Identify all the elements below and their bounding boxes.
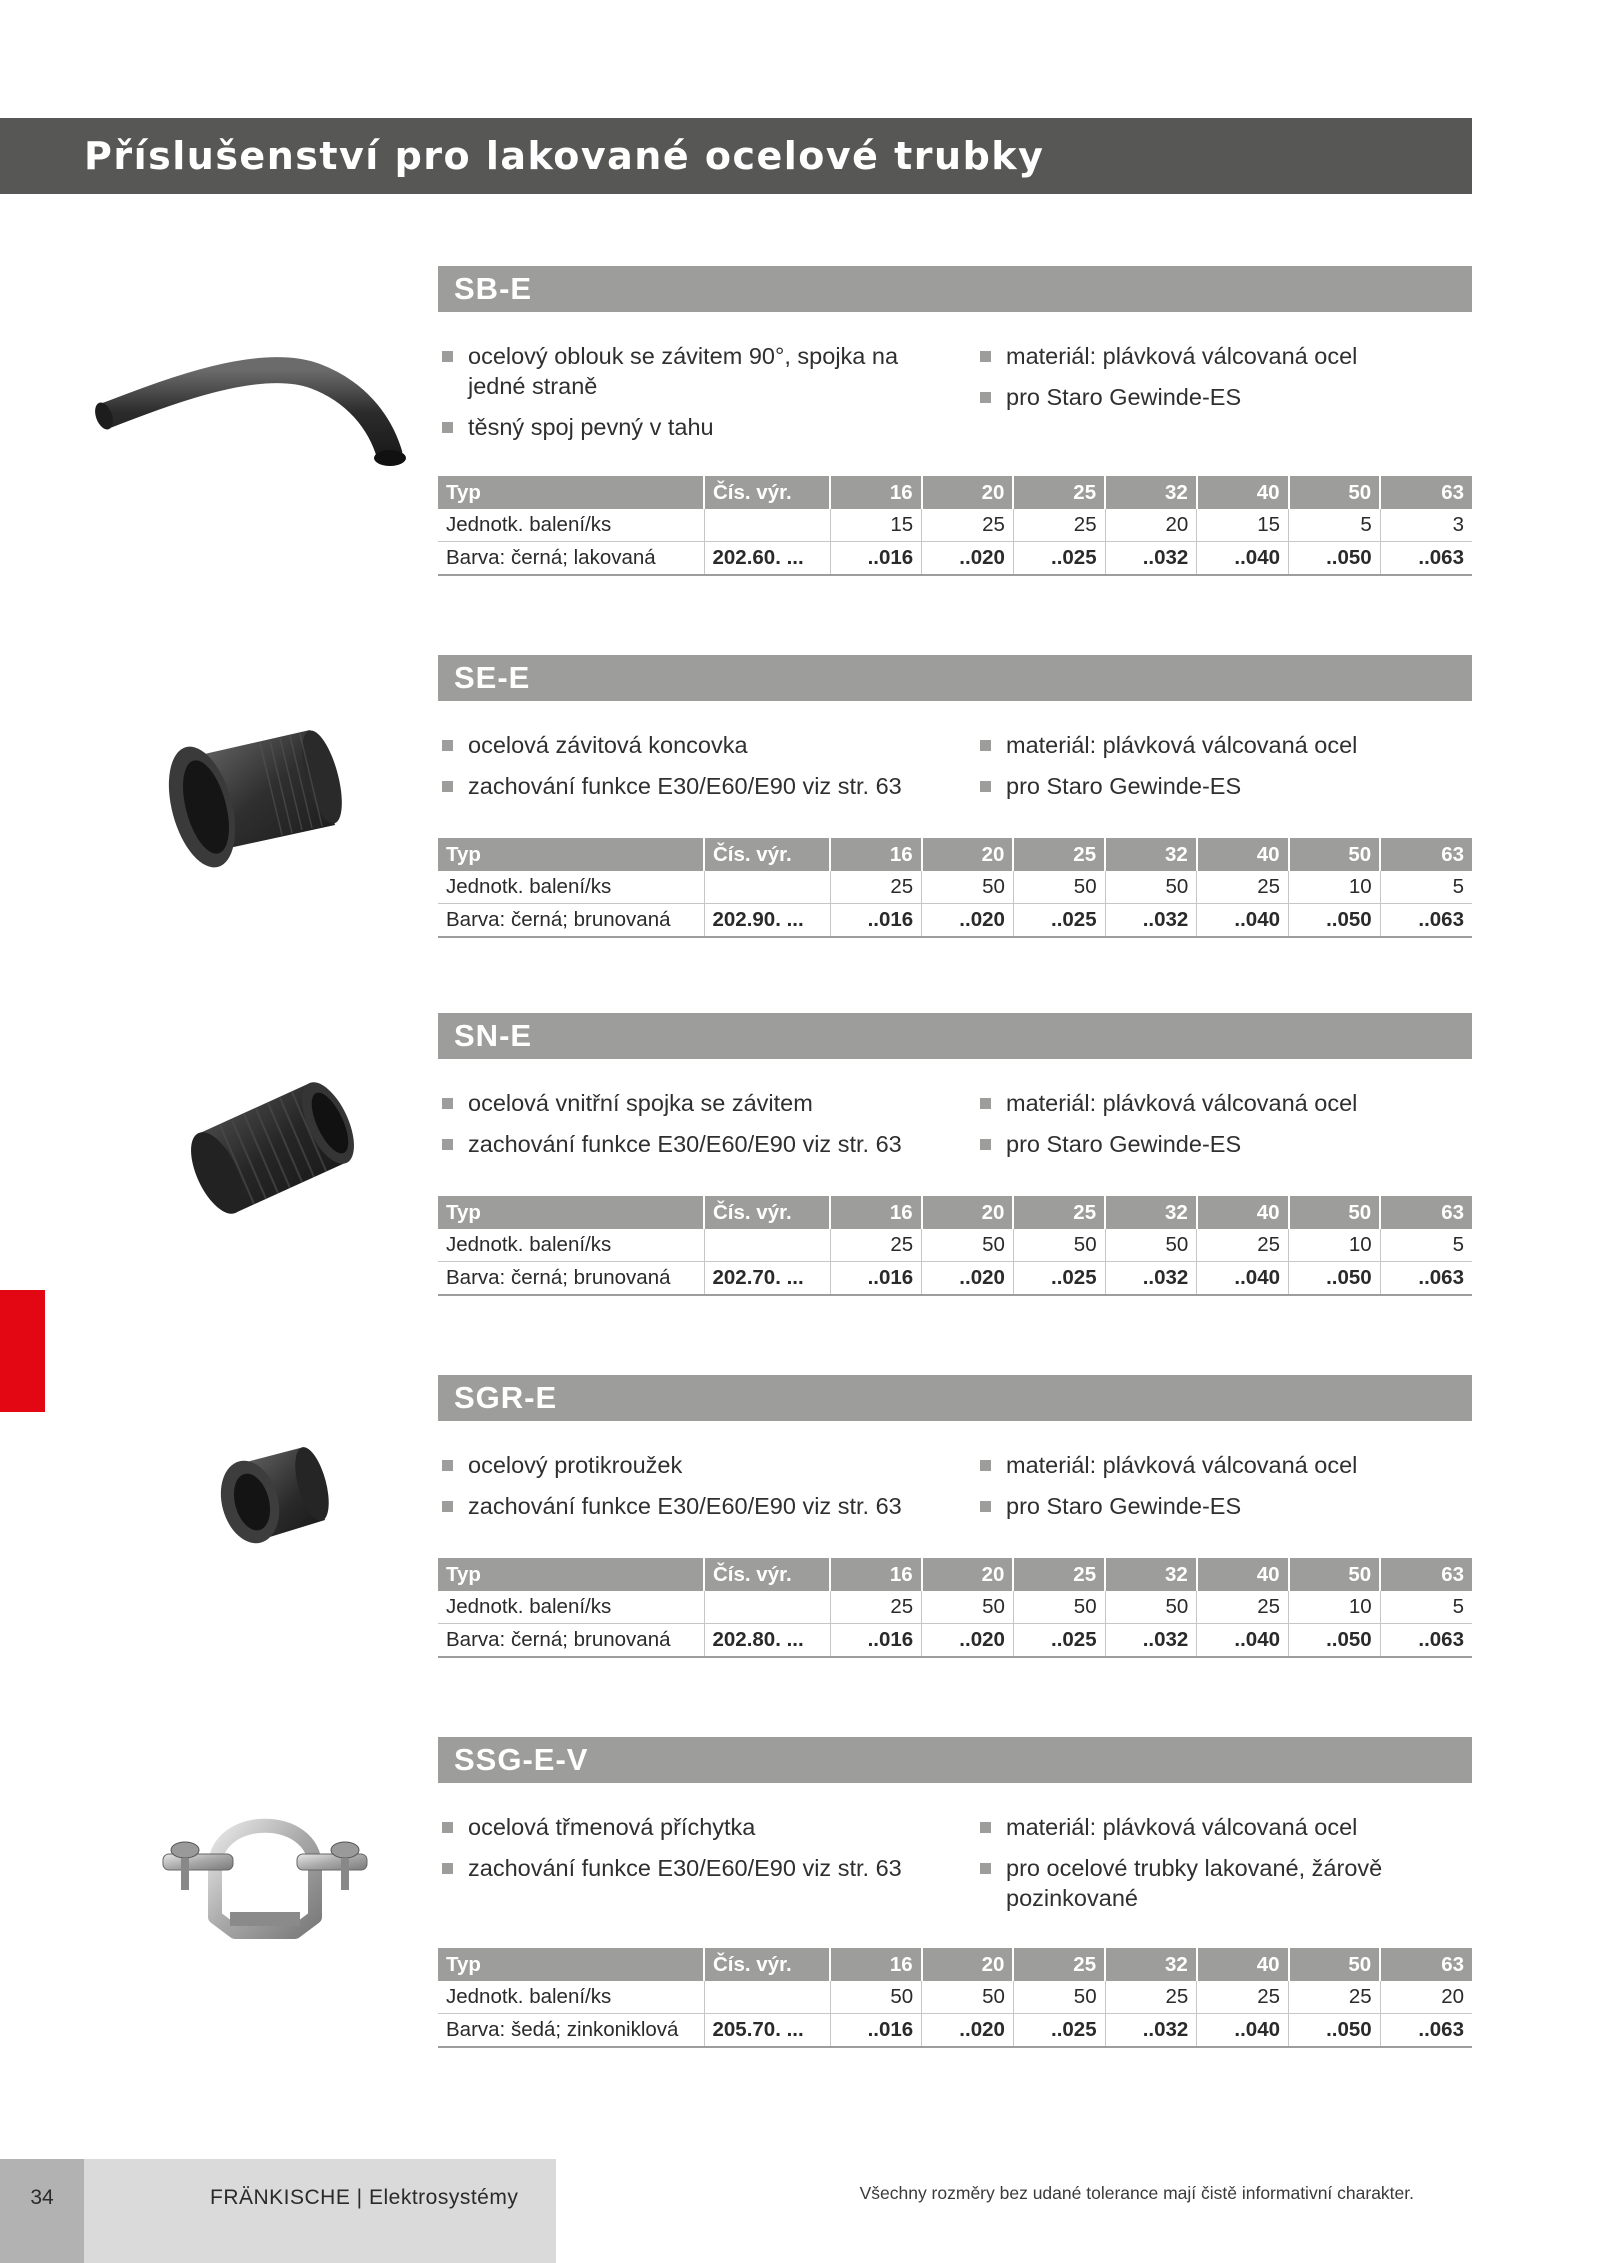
column-header: 40 — [1197, 1948, 1289, 1981]
table-row — [438, 542, 1472, 576]
pipe-clamp-image — [155, 1792, 375, 1942]
table-row — [438, 1624, 1472, 1658]
column-header: 25 — [1013, 476, 1105, 509]
column-header: 50 — [1289, 1196, 1381, 1229]
feature-item: ocelová závitová koncovka — [442, 730, 942, 760]
table-cell: 15 — [1197, 509, 1289, 542]
column-header: 32 — [1105, 1558, 1197, 1591]
table-row — [438, 1591, 1472, 1624]
square-bullet-icon — [980, 781, 991, 792]
table-cell: Barva: černá; brunovaná — [438, 904, 704, 938]
table-cell: ..016 — [830, 904, 922, 938]
table-cell: ..040 — [1197, 904, 1289, 938]
square-bullet-icon — [442, 351, 453, 362]
column-header: 40 — [1197, 838, 1289, 871]
column-header: 32 — [1105, 476, 1197, 509]
square-bullet-icon — [442, 1822, 453, 1833]
column-header: Čís. výr. — [704, 838, 830, 871]
column-header: Typ — [438, 1196, 704, 1229]
table-cell: 50 — [1013, 1229, 1105, 1262]
table-cell — [704, 1981, 830, 2014]
column-header: 63 — [1380, 1196, 1472, 1229]
square-bullet-icon — [980, 351, 991, 362]
square-bullet-icon — [980, 392, 991, 403]
table-cell: ..063 — [1380, 2014, 1472, 2048]
table-row — [438, 1981, 1472, 2014]
table-cell: 25 — [830, 1591, 922, 1624]
feature-item: zachování funkce E30/E60/E90 viz str. 63 — [442, 1853, 942, 1883]
feature-item: ocelový oblouk se závitem 90°, spojka na jedné straně — [442, 341, 942, 401]
table-cell: 25 — [1197, 1981, 1289, 2014]
table-cell: 25 — [830, 871, 922, 904]
column-header: Typ — [438, 1558, 704, 1591]
spec-table — [438, 1196, 1472, 1296]
square-bullet-icon — [980, 740, 991, 751]
square-bullet-icon — [442, 1098, 453, 1109]
table-cell: ..016 — [830, 1624, 922, 1658]
table-cell: Jednotk. balení/ks — [438, 1981, 704, 2014]
table-cell: 50 — [922, 1591, 1014, 1624]
article-number-cell: 205.70. ... — [704, 2014, 830, 2048]
table-cell: 50 — [922, 1981, 1014, 2014]
chapter-marker — [0, 1290, 45, 1412]
table-cell: 25 — [1197, 1229, 1289, 1262]
spec-table — [438, 1558, 1472, 1658]
column-header: 25 — [1013, 1558, 1105, 1591]
table-cell: ..025 — [1013, 904, 1105, 938]
spec-table — [438, 1948, 1472, 2048]
page-title: Příslušenství pro lakované ocelové trubky — [0, 118, 1472, 194]
table-cell — [704, 871, 830, 904]
feature-list-right — [980, 1450, 1460, 1532]
feature-item: pro Staro Gewinde-ES — [980, 1129, 1460, 1159]
feature-item: zachování funkce E30/E60/E90 viz str. 63 — [442, 1491, 942, 1521]
table-cell: ..016 — [830, 1262, 922, 1296]
feature-list-right — [980, 730, 1460, 812]
table-cell: Barva: černá; brunovaná — [438, 1262, 704, 1296]
column-header: Typ — [438, 476, 704, 509]
table-cell: ..020 — [922, 1624, 1014, 1658]
table-cell: ..032 — [1105, 542, 1197, 576]
table-row — [438, 904, 1472, 938]
column-header: 63 — [1380, 838, 1472, 871]
section-title: SSG-E-V — [438, 1737, 1472, 1783]
column-header: Čís. výr. — [704, 1196, 830, 1229]
table-header-row — [438, 476, 1472, 509]
feature-item: pro Staro Gewinde-ES — [980, 382, 1460, 412]
feature-item: pro ocelové trubky lakované, žárově pozinkované — [980, 1853, 1460, 1913]
feature-list-left — [442, 1812, 942, 1894]
product-section-sgr-e — [0, 1375, 1600, 1735]
column-header: Čís. výr. — [704, 1558, 830, 1591]
column-header: 20 — [922, 838, 1014, 871]
square-bullet-icon — [442, 1863, 453, 1874]
feature-item: pro Staro Gewinde-ES — [980, 1491, 1460, 1521]
column-header: 16 — [830, 476, 922, 509]
table-header-row — [438, 1558, 1472, 1591]
footer-brand: FRÄNKISCHE | Elektrosystémy — [84, 2159, 556, 2263]
table-cell: 25 — [1197, 871, 1289, 904]
table-cell: 5 — [1380, 871, 1472, 904]
table-cell: 50 — [1105, 871, 1197, 904]
table-cell: 10 — [1289, 871, 1381, 904]
table-cell: Barva: černá; lakovaná — [438, 542, 704, 576]
table-header-row — [438, 838, 1472, 871]
table-cell: 50 — [830, 1981, 922, 2014]
product-section-se-e — [0, 655, 1600, 1015]
table-cell: ..063 — [1380, 542, 1472, 576]
column-header: Čís. výr. — [704, 476, 830, 509]
table-cell: ..063 — [1380, 904, 1472, 938]
table-cell: ..016 — [830, 2014, 922, 2048]
square-bullet-icon — [980, 1501, 991, 1512]
article-number-cell: 202.70. ... — [704, 1262, 830, 1296]
square-bullet-icon — [980, 1822, 991, 1833]
table-cell: Jednotk. balení/ks — [438, 871, 704, 904]
table-cell — [704, 1229, 830, 1262]
table-cell: ..040 — [1197, 1262, 1289, 1296]
lock-ring-image — [215, 1440, 335, 1555]
column-header: 50 — [1289, 1948, 1381, 1981]
threaded-coupler-image — [180, 1073, 360, 1233]
table-row — [438, 1229, 1472, 1262]
section-title: SE-E — [438, 655, 1472, 701]
table-cell: 50 — [1105, 1229, 1197, 1262]
square-bullet-icon — [442, 1501, 453, 1512]
table-cell: 25 — [922, 509, 1014, 542]
page-number: 34 — [0, 2159, 84, 2263]
column-header: Čís. výr. — [704, 1948, 830, 1981]
table-cell: ..050 — [1289, 2014, 1381, 2048]
table-cell: 20 — [1380, 1981, 1472, 2014]
table-cell: ..025 — [1013, 2014, 1105, 2048]
feature-item: těsný spoj pevný v tahu — [442, 412, 942, 442]
table-row — [438, 1262, 1472, 1296]
table-cell: 25 — [1105, 1981, 1197, 2014]
table-cell: 50 — [1013, 1591, 1105, 1624]
table-row — [438, 509, 1472, 542]
feature-item: materiál: plávková válcovaná ocel — [980, 1450, 1460, 1480]
column-header: Typ — [438, 1948, 704, 1981]
table-cell: ..050 — [1289, 1262, 1381, 1296]
table-cell: 25 — [1013, 509, 1105, 542]
table-header-row — [438, 1196, 1472, 1229]
table-cell: ..025 — [1013, 1624, 1105, 1658]
column-header: 16 — [830, 1948, 922, 1981]
square-bullet-icon — [980, 1139, 991, 1150]
threaded-end-piece-image — [160, 725, 350, 875]
spec-table — [438, 838, 1472, 938]
column-header: 63 — [1380, 1558, 1472, 1591]
product-section-sn-e — [0, 1013, 1600, 1373]
table-header-row — [438, 1948, 1472, 1981]
square-bullet-icon — [442, 422, 453, 433]
section-title: SN-E — [438, 1013, 1472, 1059]
feature-item: materiál: plávková válcovaná ocel — [980, 1812, 1460, 1842]
table-cell: ..020 — [922, 542, 1014, 576]
table-row — [438, 2014, 1472, 2048]
table-cell: 50 — [1013, 871, 1105, 904]
article-number-cell: 202.90. ... — [704, 904, 830, 938]
table-row — [438, 871, 1472, 904]
feature-item: zachování funkce E30/E60/E90 viz str. 63 — [442, 1129, 942, 1159]
column-header: 20 — [922, 1948, 1014, 1981]
feature-list-right — [980, 1812, 1460, 1924]
table-cell: ..020 — [922, 1262, 1014, 1296]
table-cell: ..025 — [1013, 542, 1105, 576]
feature-item: materiál: plávková válcovaná ocel — [980, 341, 1460, 371]
table-cell: 10 — [1289, 1591, 1381, 1624]
table-cell: ..063 — [1380, 1624, 1472, 1658]
table-cell: 50 — [1105, 1591, 1197, 1624]
feature-list-right — [980, 341, 1460, 423]
table-cell: ..050 — [1289, 904, 1381, 938]
table-cell: 3 — [1380, 509, 1472, 542]
feature-item: materiál: plávková válcovaná ocel — [980, 1088, 1460, 1118]
column-header: 50 — [1289, 476, 1381, 509]
table-cell: Jednotk. balení/ks — [438, 509, 704, 542]
column-header: 50 — [1289, 838, 1381, 871]
table-cell — [704, 1591, 830, 1624]
table-cell: ..032 — [1105, 1624, 1197, 1658]
table-cell: 50 — [922, 1229, 1014, 1262]
square-bullet-icon — [980, 1460, 991, 1471]
table-cell: 5 — [1380, 1591, 1472, 1624]
table-cell: ..016 — [830, 542, 922, 576]
column-header: 20 — [922, 476, 1014, 509]
table-cell: ..040 — [1197, 2014, 1289, 2048]
table-cell: ..032 — [1105, 1262, 1197, 1296]
feature-item: ocelová vnitřní spojka se závitem — [442, 1088, 942, 1118]
column-header: 25 — [1013, 1196, 1105, 1229]
column-header: 40 — [1197, 1196, 1289, 1229]
table-cell: ..050 — [1289, 542, 1381, 576]
table-cell: ..032 — [1105, 2014, 1197, 2048]
table-cell: Jednotk. balení/ks — [438, 1591, 704, 1624]
table-cell: 15 — [830, 509, 922, 542]
table-cell: Jednotk. balení/ks — [438, 1229, 704, 1262]
table-cell: 50 — [922, 871, 1014, 904]
table-cell: ..020 — [922, 2014, 1014, 2048]
column-header: 40 — [1197, 1558, 1289, 1591]
column-header: 63 — [1380, 1948, 1472, 1981]
feature-list-right — [980, 1088, 1460, 1170]
feature-item: ocelový protikroužek — [442, 1450, 942, 1480]
square-bullet-icon — [442, 1139, 453, 1150]
table-cell: Barva: černá; brunovaná — [438, 1624, 704, 1658]
table-cell: 10 — [1289, 1229, 1381, 1262]
column-header: 25 — [1013, 838, 1105, 871]
feature-item: materiál: plávková válcovaná ocel — [980, 730, 1460, 760]
column-header: 32 — [1105, 1196, 1197, 1229]
table-cell: Barva: šedá; zinkoniklová — [438, 2014, 704, 2048]
table-cell: ..025 — [1013, 1262, 1105, 1296]
table-cell: ..063 — [1380, 1262, 1472, 1296]
column-header: 25 — [1013, 1948, 1105, 1981]
column-header: 63 — [1380, 476, 1472, 509]
feature-item: ocelová třmenová příchytka — [442, 1812, 942, 1842]
column-header: 20 — [922, 1196, 1014, 1229]
column-header: 50 — [1289, 1558, 1381, 1591]
table-cell: ..020 — [922, 904, 1014, 938]
spec-table — [438, 476, 1472, 576]
product-section-sb-e — [0, 266, 1600, 626]
square-bullet-icon — [442, 781, 453, 792]
feature-item: zachování funkce E30/E60/E90 viz str. 63 — [442, 771, 942, 801]
table-cell: ..040 — [1197, 1624, 1289, 1658]
table-cell: 25 — [830, 1229, 922, 1262]
column-header: 20 — [922, 1558, 1014, 1591]
feature-list-left — [442, 1450, 942, 1532]
table-cell: 25 — [1197, 1591, 1289, 1624]
section-title: SGR-E — [438, 1375, 1472, 1421]
column-header: 32 — [1105, 1948, 1197, 1981]
column-header: Typ — [438, 838, 704, 871]
article-number-cell: 202.80. ... — [704, 1624, 830, 1658]
product-section-ssg-e-v — [0, 1737, 1600, 2067]
square-bullet-icon — [442, 1460, 453, 1471]
square-bullet-icon — [980, 1863, 991, 1874]
table-cell: ..040 — [1197, 542, 1289, 576]
article-number-cell: 202.60. ... — [704, 542, 830, 576]
square-bullet-icon — [980, 1098, 991, 1109]
column-header: 16 — [830, 1196, 922, 1229]
table-cell: 25 — [1289, 1981, 1381, 2014]
column-header: 40 — [1197, 476, 1289, 509]
steel-bend-image — [90, 316, 420, 476]
table-cell: ..050 — [1289, 1624, 1381, 1658]
feature-list-left — [442, 1088, 942, 1170]
column-header: 32 — [1105, 838, 1197, 871]
table-cell: 5 — [1380, 1229, 1472, 1262]
column-header: 16 — [830, 838, 922, 871]
feature-list-left — [442, 341, 942, 453]
table-cell: ..032 — [1105, 904, 1197, 938]
table-cell — [704, 509, 830, 542]
footer-disclaimer: Všechny rozměry bez udané tolerance mají čistě informativní charakter. — [859, 2183, 1414, 2203]
feature-list-left — [442, 730, 942, 812]
feature-item: pro Staro Gewinde-ES — [980, 771, 1460, 801]
table-cell: 5 — [1289, 509, 1381, 542]
table-cell: 20 — [1105, 509, 1197, 542]
table-cell: 50 — [1013, 1981, 1105, 2014]
section-title: SB-E — [438, 266, 1472, 312]
column-header: 16 — [830, 1558, 922, 1591]
square-bullet-icon — [442, 740, 453, 751]
